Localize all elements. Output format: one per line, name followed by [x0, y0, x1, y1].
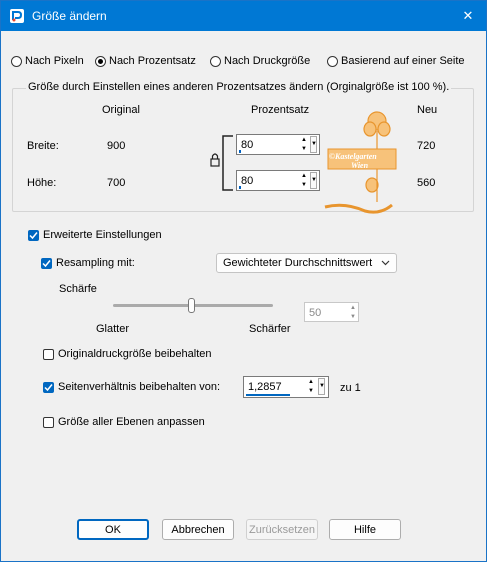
watermark-text-line2: Wien — [351, 161, 369, 170]
height-percent-spinner[interactable] — [236, 170, 320, 191]
checkbox-indicator — [43, 417, 54, 428]
close-icon: ✕ — [462, 8, 474, 23]
resampling-label: Resampling mit: — [56, 257, 135, 269]
percent-dropdown-icon[interactable]: ▼ — [310, 172, 317, 189]
close-button[interactable] — [450, 1, 486, 31]
spin-up-icon[interactable]: ▲ — [350, 305, 356, 311]
radio-label-pixels: Nach Pixeln — [25, 55, 84, 67]
resampling-method-select[interactable] — [216, 253, 397, 273]
column-header-new: Neu — [417, 104, 438, 116]
checkbox-indicator-checked — [28, 230, 39, 241]
radio-by-side[interactable] — [327, 55, 465, 67]
keep-aspect-ratio-label: Seitenverhältnis beibehalten von: — [58, 381, 221, 393]
ok-button[interactable] — [77, 519, 149, 540]
cancel-button[interactable] — [162, 519, 234, 540]
spin-up-icon[interactable]: ▲ — [301, 137, 307, 143]
radio-by-percent[interactable] — [95, 55, 196, 67]
width-percent-value: 80 — [241, 139, 254, 151]
cancel-button-label: Abbrechen — [171, 523, 225, 536]
height-original-value: 700 — [107, 177, 126, 189]
keep-print-size-checkbox[interactable] — [43, 348, 211, 360]
groupbox-caption: Größe durch Einstellen eines anderen Prozentsatzes ändern (Orginalgröße ist 100 %). — [28, 81, 450, 93]
paintshop-app-icon — [10, 9, 24, 23]
resize-all-layers-label: Größe aller Ebenen anpassen — [58, 416, 205, 428]
help-button[interactable] — [329, 519, 401, 540]
aspect-ratio-suffix: zu 1 — [340, 382, 361, 394]
spin-down-icon[interactable]: ▼ — [350, 314, 356, 320]
advanced-settings-checkbox[interactable] — [28, 229, 162, 241]
window-title: Größe ändern — [32, 9, 107, 23]
percent-dropdown-icon[interactable]: ▼ — [310, 136, 317, 153]
lock-link-icon[interactable] — [208, 134, 234, 192]
help-button-label: Hilfe — [353, 523, 376, 536]
check-icon — [44, 383, 53, 392]
width-new-value: 720 — [417, 140, 436, 152]
resize-all-layers-checkbox[interactable] — [43, 416, 205, 428]
width-percent-spinner[interactable] — [236, 134, 320, 155]
radio-indicator — [210, 56, 221, 67]
input-caret — [239, 150, 241, 153]
height-new-value: 560 — [417, 177, 436, 189]
radio-by-pixels[interactable] — [11, 55, 84, 67]
radio-indicator-selected — [95, 56, 106, 67]
spin-up-icon[interactable]: ▲ — [308, 379, 314, 385]
watermark-text-line1: ©Kastelgarten — [329, 152, 377, 161]
ok-button-label: OK — [105, 523, 121, 536]
sharpness-label: Schärfe — [59, 283, 97, 295]
height-label: Höhe: — [27, 177, 57, 189]
spin-arrows — [307, 378, 315, 396]
checkbox-indicator-checked — [43, 382, 54, 393]
reset-button-label: Zurücksetzen — [248, 523, 316, 536]
spin-down-icon[interactable]: ▼ — [308, 388, 314, 394]
reset-button[interactable] — [246, 519, 318, 540]
resampling-checkbox[interactable] — [41, 257, 135, 269]
radio-indicator — [327, 56, 338, 67]
spin-arrows — [349, 304, 357, 322]
spin-up-icon[interactable]: ▲ — [301, 173, 307, 179]
sharpness-value: 50 — [309, 307, 322, 319]
sharpness-slider-thumb[interactable] — [188, 298, 195, 313]
spin-arrows — [300, 172, 308, 190]
lock-icon — [211, 154, 219, 166]
aspect-ratio-value: 1,2857 — [248, 381, 282, 393]
radio-label-side: Basierend auf einer Seite — [341, 55, 465, 67]
width-label: Breite: — [27, 140, 59, 152]
radio-by-print-size[interactable] — [210, 55, 310, 67]
column-header-original: Original — [102, 104, 140, 116]
column-header-percent: Prozentsatz — [251, 104, 310, 116]
advanced-settings-label: Erweiterte Einstellungen — [43, 229, 162, 241]
radio-label-percent: Nach Prozentsatz — [109, 55, 196, 67]
check-icon — [42, 259, 51, 268]
chevron-down-icon — [381, 258, 390, 267]
width-original-value: 900 — [107, 140, 126, 152]
slider-min-label: Glatter — [96, 323, 130, 335]
height-percent-value: 80 — [241, 175, 254, 187]
slider-max-label: Schärfer — [249, 323, 291, 335]
keep-aspect-ratio-checkbox[interactable] — [43, 381, 220, 393]
sharpness-spinner[interactable] — [304, 302, 359, 322]
aspect-ratio-spinner[interactable] — [243, 376, 329, 398]
radio-label-print-size: Nach Druckgröße — [224, 55, 311, 67]
radio-indicator — [11, 56, 22, 67]
checkbox-indicator — [43, 349, 54, 360]
spin-arrows — [300, 136, 308, 154]
spin-down-icon[interactable]: ▼ — [301, 146, 307, 152]
keep-print-size-label: Originaldruckgröße beibehalten — [58, 348, 212, 360]
title-bar — [1, 1, 486, 31]
input-caret — [239, 186, 241, 189]
check-icon — [29, 231, 38, 240]
aspect-dropdown-icon[interactable]: ▼ — [318, 378, 325, 395]
resampling-method-value: Gewichteter Durchschnittswert — [223, 257, 373, 269]
checkbox-indicator-checked — [41, 258, 52, 269]
spin-down-icon[interactable]: ▼ — [301, 182, 307, 188]
input-focus-underline — [246, 394, 290, 396]
